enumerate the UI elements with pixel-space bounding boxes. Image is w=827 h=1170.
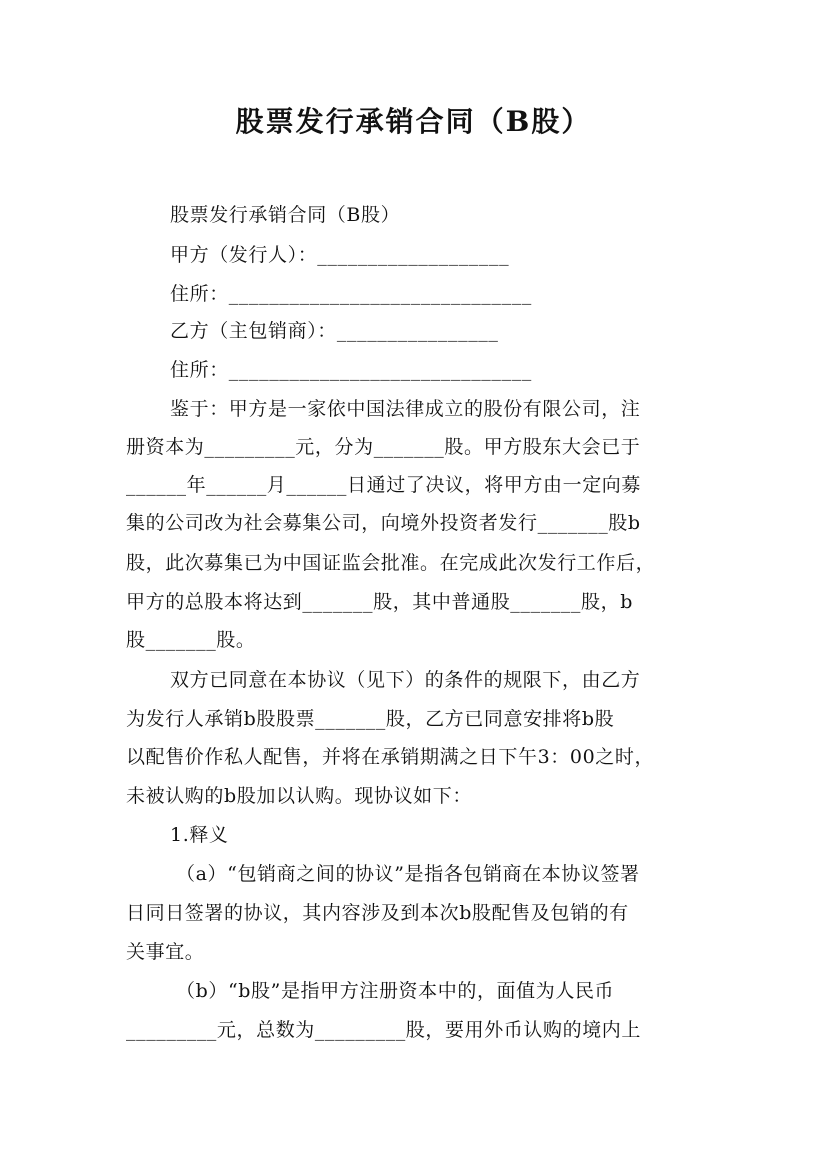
clause-line: 关事宜。: [126, 941, 205, 963]
subtitle-line: 股票发行承销合同（B股）: [170, 204, 401, 226]
paragraph-line: 为发行人承销b股股票_______股，乙方已同意安排将b股: [126, 708, 615, 730]
paragraph-line: 集的公司改为社会募集公司，向境外投资者发行_______股b: [126, 512, 641, 534]
paragraph-line: 册资本为_________元，分为_______股。甲方股东大会已于: [126, 436, 641, 458]
paragraph-line: 股_______股。: [126, 629, 256, 651]
paragraph-line: 未被认购的b股加以认购。现协议如下：: [126, 785, 472, 807]
paragraph-line: 股，此次募集已为中国证监会批准。在完成此次发行工作后，: [126, 552, 656, 574]
document-title: 股票发行承销合同（B股）: [235, 105, 592, 138]
paragraph-line: 双方已同意在本协议（见下）的条件的规限下，由乙方: [170, 669, 641, 691]
paragraph-line: ______年______月______日通过了决议，将甲方由一定向募: [126, 474, 642, 496]
party-b-line: 乙方（主包销商）：________________: [170, 320, 499, 342]
clause-line: （b）“b股”是指甲方注册资本中的，面值为人民币: [176, 980, 615, 1002]
party-a-address-line: 住所：______________________________: [170, 283, 532, 305]
paragraph-line: 鉴于：甲方是一家依中国法律成立的股份有限公司，注: [170, 398, 641, 420]
clause-line: （a）“包销商之间的协议”是指各包销商在本协议签署: [176, 863, 640, 885]
party-a-line: 甲方（发行人）：___________________: [170, 244, 510, 266]
paragraph-line: 甲方的总股本将达到_______股，其中普通股_______股，b: [126, 591, 633, 613]
party-b-address-line: 住所：______________________________: [170, 359, 532, 381]
paragraph-line: 以配售价作私人配售，并将在承销期满之日下午3：00之时，: [126, 746, 655, 768]
clause-line: _________元，总数为_________股，要用外币认购的境内上: [126, 1019, 642, 1041]
section-heading: 1.释义: [170, 824, 229, 846]
clause-line: 日同日签署的协议，其内容涉及到本次b股配售及包销的有: [126, 902, 629, 924]
